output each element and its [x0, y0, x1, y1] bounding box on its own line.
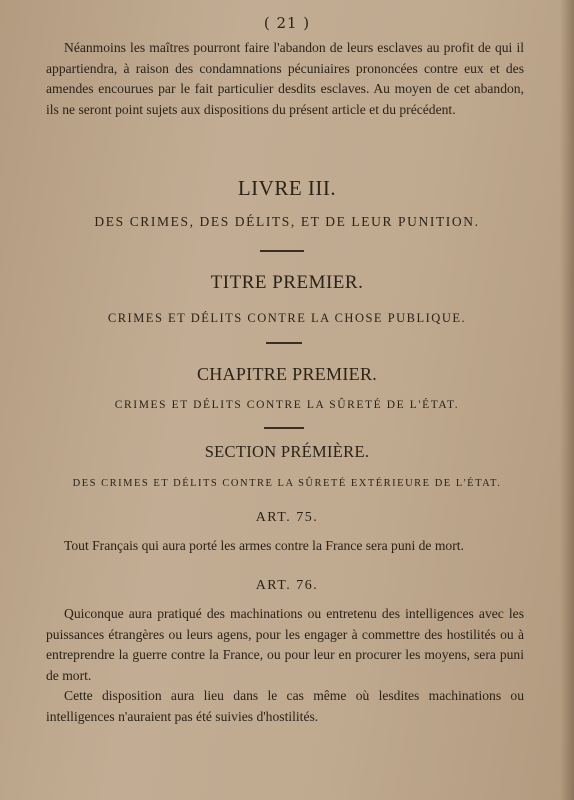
divider-rule-3 [264, 427, 304, 429]
divider-rule-1 [260, 250, 304, 252]
divider-rule-2 [266, 342, 302, 344]
page-spine-shadow [560, 0, 574, 800]
livre-heading: LIVRE III. [237, 176, 337, 200]
chapitre-subtitle: CRIMES ET DÉLITS CONTRE LA SÛRETÉ DE L'ÉTAT. [114, 399, 460, 411]
article-75-label: ART. 75. [255, 510, 319, 525]
intro-paragraph-text: Néanmoins les maîtres pourront faire l'abandon de leurs esclaves au profit de qui il appartiendra, à raison des condamnations pécuniaires prononcées contre eux et des amendes encourues par le fait particulier desdits esclaves. Au moyen de cet abandon, ils ne seront point sujets aux dispositions du présent article et du précédent. [46, 40, 524, 117]
article-76-text-1: Quiconque aura pratiqué des machinations ou entretenu des intelligences avec les puissances étrangères ou leurs agens, pour les engager à commettre des hostilités ou à entreprendre la guerre contre la France, ou pour leur en procurer les moyens, sera puni de mort. [46, 606, 524, 683]
livre-subtitle: DES CRIMES, DES DÉLITS, ET DE LEUR PUNITION. [94, 214, 480, 229]
intro-paragraph [46, 38, 524, 120]
article-76-label: ART. 76. [255, 578, 319, 593]
article-76-paragraph-1 [46, 604, 524, 686]
article-76-paragraph-2 [46, 686, 524, 727]
titre-subtitle: CRIMES ET DÉLITS CONTRE LA CHOSE PUBLIQUE. [107, 311, 467, 325]
titre-heading: TITRE PREMIER. [210, 272, 364, 293]
chapitre-heading: CHAPITRE PREMIER. [196, 364, 378, 384]
section-subtitle: DES CRIMES ET DÉLITS CONTRE LA SÛRETÉ EXTÉRIEURE DE L'ÉTAT. [72, 478, 502, 489]
section-heading: SECTION PRÉMIÈRE. [204, 442, 370, 461]
article-75-paragraph [46, 536, 524, 557]
article-75-text: Tout Français qui aura porté les armes contre la France sera puni de mort. [64, 538, 464, 553]
page-number: ( 21 ) [263, 14, 311, 32]
article-76-text-2: Cette disposition aura lieu dans le cas même où lesdites machinations ou intelligences n'auraient pas été suivies d'hostilités. [46, 688, 524, 724]
